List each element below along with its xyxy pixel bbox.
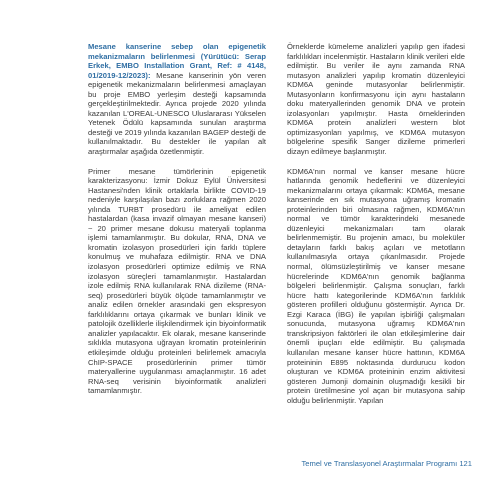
right-column: [287, 42, 465, 415]
body-paragraph: Primer mesane tümörlerinin epigenetik karakterizasyonu: İzmir Dokuz Eylül Üniversitesi Hastanesi'nden klinik ortaklarla birlikte COVID-19 nedeniyle karşılaşılan bazı zorluklara rağmen 2020 yılında TURBT prosedürü ile ameliyat edilen hastalardan (kasa invazif olmayan mesane kanseri) ~ 20 primer mesane dokusu materyali toplanma işlemi tamamlanmıştır. Bu dokular, RNA, DNA ve kromatin izolasyon prosedürleri için farklı tüplere konulmuş ve muhafaza edilmiştir. RNA ve DNA izolasyon prosedürleri optimize edilmiş ve RNA izolasyon süreçleri tamamlanmıştır. Hastalardan izole edilmiş RNA kullanılarak RNA dizileme (RNA-seq) prosedürleri büyük ölçüde tamamlanmıştır ve analiz edilen örnekler arasındaki gen ekspresyon farklılıklarını ortaya çıkarmak ve bunları klinik ve patolojik özelliklerle ilişkilendirmek için biyoinformatik analizler yapılacaktır. Ek olarak, mesane kanserinde sıklıkla mutasyona uğrayan kromatin proteinlerinin etkileşimde olduğu proteinleri belirlemek amacıyla ChIP-SPACE prosedürlerinin primer tümör materyallerine uygulanması amaçlanmıştır. 16 adet RNA-seq verisinin biyoinformatik analizleri tamamlanmıştır.: [88, 166, 266, 396]
page-footer: Temel ve Translasyonel Araştırmalar Programı 121: [301, 459, 472, 468]
paragraph-clustering: Örneklerde kümeleme analizleri yapılıp gen ifadesi farklılıkları incelenmiştir. Hastaların klinik verileri elde edilmiştir. Bu veriler ile aynı zamanda RNA mutasyon analizleri yapılıp kromatin düzenleyici KDM6A geninde mutasyonlar belirlenmiştir. Mutasyonların konfirmasyonu için aynı hastaların doku materyallerinden genomik DNA ve protein izolasyonları yapılmıştır. Hasta örneklerinden KDM6A protein analizleri western blot optimizasyonları yapılmış, ve KDM6A mutasyon bölgelerine spesifik Sanger dizileme primerleri dizayn edilmeye başlanmıştır.: [287, 42, 465, 157]
intro-text: Mesane kanserinin yön veren epigenetik mekanizmaların belirlenmesi amaçlayan bu proje EMBO yerleşim desteği kapsamında gerçekleştirilmektedir. Ayrıca projede 2020 yılında kazanılan L'OREAL-UNESCO Uluslararası Yükselen Yetenek Ödülü kapsamında sunulan araştırma desteği ve 2019 yılında kazanılan BAGEP desteği de kullanılmaktadır. Bu destekler ile yapılan alt araştırmalar aşağıda özetlenmiştir.: [88, 70, 267, 157]
paragraph-kdm6a: KDM6A'nın normal ve kanser mesane hücre hatlarında genomik hedeflerini ve düzenleyici mekanizmalarını ortaya çıkarmak: KDM6A, mesane kanserinde en sık mutasyona uğramış kromatin proteinlerinden biri olmasına rağmen, KDM6A'nın normal ve tümör karakterindeki mesanede düzenleyici mekanizmaları tam olarak belirlenmemiştir. Bu projenin amacı, bu moleküler detayların farklı bakış açıları ve metotların kullanılmasıyla ortaya çıkarılmasıdır. Projede normal, ölümsüzleştirilmiş ve kanser mesane hücrelerinde KDM6A'nın genomik bağlanma bölgeleri belirlenmiştir. Çalışma sonuçları, farklı hücre hattı kategorilerinde KDM6A'nın farklılık gösteren profilleri olduğunu göstermiştir. Ayrıca Dr. Ezgi Karaca (İBG) ile yapılan işbirliği çalışmaları sonucunda, mutasyona uğramış KDM6A'nın transkripsiyon faktörleri ile olan etkileşimlerine dair önemli ipuçları elde edilmiştir. Bu çalışmada kullanılan mesane kanser hücre hattının, KDM6A proteininin E895 noktasında durdurucu kodon oluşturan ve KDM6A proteininin enzim aktivitesi gösteren Jumonji domainin oluşmadığı kesikli bir protein üretilmesine yol açan bir mutasyona sahip olduğu belirlenmiştir. Yapılan: [287, 166, 465, 405]
left-column: [88, 42, 266, 406]
intro-paragraph: [88, 42, 266, 157]
project-title: Mesane kanserine sebep olan epigenetik mekanizmaların belirlenmesi (Yürütücü: Serap Erkek, EMBO Installation Grant, Ref: # 4148, 01/2019-12/2023):: [88, 42, 266, 80]
